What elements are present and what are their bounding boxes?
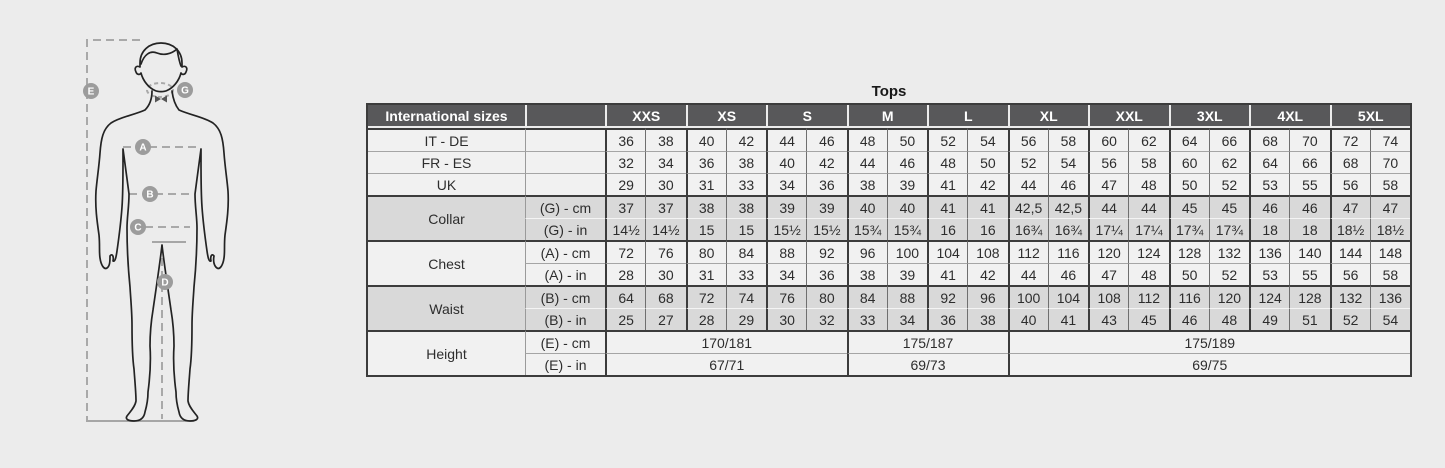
size-cell: 124: [1249, 285, 1289, 308]
size-group-header: S: [766, 105, 847, 128]
size-cell: 40: [847, 195, 887, 218]
size-cell: 36: [605, 128, 645, 151]
size-cell: 42: [967, 173, 1007, 195]
row-label: Chest: [368, 240, 525, 285]
size-cell: 51: [1289, 308, 1329, 330]
size-cell: 39: [806, 195, 846, 218]
size-cell: 18½: [1370, 218, 1410, 240]
marker-chest: [135, 139, 151, 155]
size-cell: 66: [1209, 128, 1249, 151]
size-cell: 50: [887, 128, 927, 151]
size-cell: 44: [766, 128, 806, 151]
size-cell: 16: [927, 218, 967, 240]
size-cell: 17¾: [1169, 218, 1209, 240]
size-cell: 33: [726, 263, 766, 285]
size-cell: 54: [1370, 308, 1410, 330]
size-cell: 48: [1209, 308, 1249, 330]
table-row: [368, 285, 1410, 308]
size-cell: 34: [887, 308, 927, 330]
size-cell: 52: [1209, 173, 1249, 195]
size-cell: 88: [887, 285, 927, 308]
size-cell: 34: [766, 263, 806, 285]
size-cell: 42,5: [1048, 195, 1088, 218]
size-cell: 47: [1370, 195, 1410, 218]
row-label: Height: [368, 330, 525, 375]
size-cell: 66: [1289, 151, 1329, 173]
size-cell: 47: [1088, 173, 1128, 195]
size-group-header: XS: [686, 105, 767, 128]
size-cell: 40: [686, 128, 726, 151]
size-cell: 42: [806, 151, 846, 173]
size-cell: 29: [726, 308, 766, 330]
table-row: [368, 151, 1410, 173]
size-cell: 45: [1209, 195, 1249, 218]
marker-waist-letter: B: [146, 189, 154, 201]
height-span-cell: 67/71: [605, 353, 847, 375]
size-cell: 42,5: [1008, 195, 1048, 218]
marker-hip-letter: C: [134, 222, 142, 234]
height-span-cell: 175/187: [847, 330, 1008, 353]
row-sub-label: [525, 151, 605, 173]
size-group-header: 5XL: [1330, 105, 1411, 128]
size-group-header: XL: [1008, 105, 1089, 128]
body-measurement-diagram: [60, 15, 310, 465]
size-cell: 55: [1289, 173, 1329, 195]
size-cell: 30: [645, 173, 685, 195]
size-group-header: 3XL: [1169, 105, 1250, 128]
size-cell: 44: [1008, 263, 1048, 285]
row-sub-label: (A) - cm: [525, 240, 605, 263]
height-span-cell: 69/75: [1008, 353, 1411, 375]
size-cell: 40: [887, 195, 927, 218]
size-cell: 38: [847, 173, 887, 195]
size-cell: 41: [967, 195, 1007, 218]
size-cell: 34: [766, 173, 806, 195]
size-cell: 37: [645, 195, 685, 218]
row-sub-label: [525, 128, 605, 151]
size-cell: 44: [1128, 195, 1168, 218]
size-cell: 74: [726, 285, 766, 308]
size-cell: 116: [1169, 285, 1209, 308]
size-cell: 50: [967, 151, 1007, 173]
row-label: Collar: [368, 195, 525, 240]
row-sub-label: (A) - in: [525, 263, 605, 285]
size-cell: 31: [686, 263, 726, 285]
size-cell: 15½: [766, 218, 806, 240]
table-row: [368, 195, 1410, 218]
marker-chest-letter: A: [139, 142, 147, 154]
size-cell: 47: [1088, 263, 1128, 285]
size-cell: 112: [1128, 285, 1168, 308]
table-row: [368, 263, 1410, 285]
size-cell: 58: [1370, 263, 1410, 285]
size-cell: 70: [1289, 128, 1329, 151]
size-cell: 44: [1088, 195, 1128, 218]
row-label: IT - DE: [368, 128, 525, 151]
size-cell: 54: [967, 128, 1007, 151]
size-cell: 36: [927, 308, 967, 330]
size-cell: 53: [1249, 173, 1289, 195]
size-table: [366, 103, 1412, 377]
size-cell: 56: [1008, 128, 1048, 151]
size-cell: 29: [605, 173, 645, 195]
row-sub-label: (B) - cm: [525, 285, 605, 308]
size-cell: 76: [766, 285, 806, 308]
head-outline: [135, 43, 187, 92]
size-cell: 46: [1169, 308, 1209, 330]
size-cell: 108: [1088, 285, 1128, 308]
size-cell: 44: [1008, 173, 1048, 195]
size-cell: 38: [847, 263, 887, 285]
size-cell: 96: [847, 240, 887, 263]
size-cell: 48: [847, 128, 887, 151]
size-cell: 27: [645, 308, 685, 330]
size-cell: 68: [1330, 151, 1370, 173]
table-row: [368, 308, 1410, 330]
size-cell: 48: [1128, 173, 1168, 195]
size-group-header: L: [927, 105, 1008, 128]
size-cell: 136: [1370, 285, 1410, 308]
row-sub-label: (E) - in: [525, 353, 605, 375]
size-cell: 28: [686, 308, 726, 330]
size-cell: 53: [1249, 263, 1289, 285]
size-cell: 56: [1330, 263, 1370, 285]
size-cell: 46: [1048, 173, 1088, 195]
size-cell: 38: [967, 308, 1007, 330]
size-cell: 52: [1209, 263, 1249, 285]
size-cell: 40: [766, 151, 806, 173]
size-cell: 120: [1088, 240, 1128, 263]
size-cell: 17¼: [1088, 218, 1128, 240]
size-group-header: 4XL: [1249, 105, 1330, 128]
size-cell: 70: [1370, 151, 1410, 173]
size-group-header: M: [847, 105, 928, 128]
size-cell: 50: [1169, 263, 1209, 285]
size-cell: 62: [1128, 128, 1168, 151]
marker-hip: [130, 219, 146, 235]
marker-collar: [177, 82, 193, 98]
size-cell: 42: [967, 263, 1007, 285]
size-cell: 45: [1169, 195, 1209, 218]
size-cell: 64: [1169, 128, 1209, 151]
size-cell: 68: [645, 285, 685, 308]
size-cell: 36: [806, 173, 846, 195]
size-cell: 48: [927, 151, 967, 173]
size-cell: 56: [1330, 173, 1370, 195]
size-cell: 39: [887, 263, 927, 285]
size-cell: 132: [1330, 285, 1370, 308]
size-cell: 40: [1008, 308, 1048, 330]
size-cell: 132: [1209, 240, 1249, 263]
header-blank-cell: [525, 105, 605, 128]
size-cell: 31: [686, 173, 726, 195]
size-cell: 18½: [1330, 218, 1370, 240]
table-corner-label: International sizes: [368, 105, 525, 128]
size-cell: 15¾: [887, 218, 927, 240]
size-cell: 64: [1249, 151, 1289, 173]
size-cell: 47: [1330, 195, 1370, 218]
size-cell: 49: [1249, 308, 1289, 330]
size-cell: 17¼: [1128, 218, 1168, 240]
row-sub-label: (G) - cm: [525, 195, 605, 218]
size-cell: 38: [686, 195, 726, 218]
size-cell: 43: [1088, 308, 1128, 330]
size-cell: 58: [1048, 128, 1088, 151]
size-group-header: XXL: [1088, 105, 1169, 128]
size-cell: 88: [766, 240, 806, 263]
size-cell: 148: [1370, 240, 1410, 263]
table-row: [368, 330, 1410, 353]
size-cell: 41: [927, 173, 967, 195]
size-cell: 104: [1048, 285, 1088, 308]
size-cell: 34: [645, 151, 685, 173]
size-cell: 30: [766, 308, 806, 330]
size-cell: 80: [686, 240, 726, 263]
row-label: UK: [368, 173, 525, 195]
size-cell: 52: [1330, 308, 1370, 330]
size-cell: 15¾: [847, 218, 887, 240]
size-cell: 33: [847, 308, 887, 330]
size-cell: 84: [847, 285, 887, 308]
size-cell: 52: [927, 128, 967, 151]
size-cell: 100: [1008, 285, 1048, 308]
size-cell: 33: [726, 173, 766, 195]
size-cell: 72: [605, 240, 645, 263]
size-cell: 72: [1330, 128, 1370, 151]
size-cell: 72: [686, 285, 726, 308]
size-cell: 32: [605, 151, 645, 173]
size-cell: 15: [686, 218, 726, 240]
size-cell: 84: [726, 240, 766, 263]
size-cell: 62: [1209, 151, 1249, 173]
header-row: [368, 105, 1410, 128]
size-cell: 17¾: [1209, 218, 1249, 240]
size-cell: 60: [1169, 151, 1209, 173]
size-cell: 140: [1289, 240, 1329, 263]
size-cell: 100: [887, 240, 927, 263]
size-cell: 41: [927, 195, 967, 218]
size-cell: 124: [1128, 240, 1168, 263]
size-cell: 128: [1289, 285, 1329, 308]
table-title: Tops: [871, 83, 907, 100]
size-cell: 38: [726, 151, 766, 173]
size-cell: 108: [967, 240, 1007, 263]
row-sub-label: (E) - cm: [525, 330, 605, 353]
size-cell: 25: [605, 308, 645, 330]
size-cell: 104: [927, 240, 967, 263]
size-cell: 46: [1048, 263, 1088, 285]
row-label: Waist: [368, 285, 525, 330]
marker-height-letter: E: [87, 86, 95, 98]
marker-inseam: [157, 274, 173, 290]
table-row: [368, 128, 1410, 151]
size-cell: 54: [1048, 151, 1088, 173]
size-cell: 92: [806, 240, 846, 263]
height-span-cell: 170/181: [605, 330, 847, 353]
size-cell: 16¾: [1008, 218, 1048, 240]
size-cell: 76: [645, 240, 685, 263]
size-cell: 116: [1048, 240, 1088, 263]
hair-line: [141, 49, 181, 66]
size-cell: 46: [1249, 195, 1289, 218]
torso-limbs-outline: [96, 91, 229, 421]
size-cell: 18: [1289, 218, 1329, 240]
size-cell: 58: [1370, 173, 1410, 195]
row-sub-label: [525, 173, 605, 195]
size-cell: 68: [1249, 128, 1289, 151]
row-sub-label: (B) - in: [525, 308, 605, 330]
size-cell: 120: [1209, 285, 1249, 308]
size-cell: 46: [806, 128, 846, 151]
size-cell: 52: [1008, 151, 1048, 173]
size-cell: 45: [1128, 308, 1168, 330]
size-cell: 16¾: [1048, 218, 1088, 240]
height-span-cell: 175/189: [1008, 330, 1411, 353]
size-cell: 46: [1289, 195, 1329, 218]
size-cell: 60: [1088, 128, 1128, 151]
size-cell: 41: [1048, 308, 1088, 330]
marker-height: [83, 83, 99, 99]
size-cell: 64: [605, 285, 645, 308]
size-cell: 28: [605, 263, 645, 285]
size-cell: 42: [726, 128, 766, 151]
size-cell: 14½: [605, 218, 645, 240]
size-cell: 15½: [806, 218, 846, 240]
size-cell: 48: [1128, 263, 1168, 285]
marker-collar-letter: G: [181, 85, 189, 97]
size-cell: 74: [1370, 128, 1410, 151]
marker-inseam-letter: D: [161, 277, 169, 289]
size-cell: 39: [887, 173, 927, 195]
size-cell: 55: [1289, 263, 1329, 285]
size-cell: 37: [605, 195, 645, 218]
size-cell: 44: [847, 151, 887, 173]
size-cell: 58: [1128, 151, 1168, 173]
size-cell: 50: [1169, 173, 1209, 195]
size-cell: 16: [967, 218, 1007, 240]
marker-waist: [142, 186, 158, 202]
height-span-cell: 69/73: [847, 353, 1008, 375]
table-row: [368, 353, 1410, 375]
size-cell: 92: [927, 285, 967, 308]
size-cell: 56: [1088, 151, 1128, 173]
size-cell: 128: [1169, 240, 1209, 263]
row-label: FR - ES: [368, 151, 525, 173]
table-row: [368, 173, 1410, 195]
size-cell: 144: [1330, 240, 1370, 263]
table-row: [368, 218, 1410, 240]
size-cell: 96: [967, 285, 1007, 308]
size-cell: 38: [726, 195, 766, 218]
size-group-header: XXS: [605, 105, 686, 128]
size-cell: 39: [766, 195, 806, 218]
row-sub-label: (G) - in: [525, 218, 605, 240]
size-cell: 15: [726, 218, 766, 240]
size-cell: 41: [927, 263, 967, 285]
size-cell: 36: [806, 263, 846, 285]
table-row: [368, 240, 1410, 263]
size-cell: 32: [806, 308, 846, 330]
size-cell: 30: [645, 263, 685, 285]
helper-lines: [86, 242, 194, 421]
size-cell: 14½: [645, 218, 685, 240]
size-cell: 38: [645, 128, 685, 151]
size-cell: 18: [1249, 218, 1289, 240]
size-cell: 46: [887, 151, 927, 173]
size-cell: 80: [806, 285, 846, 308]
size-cell: 112: [1008, 240, 1048, 263]
size-cell: 36: [686, 151, 726, 173]
size-cell: 136: [1249, 240, 1289, 263]
